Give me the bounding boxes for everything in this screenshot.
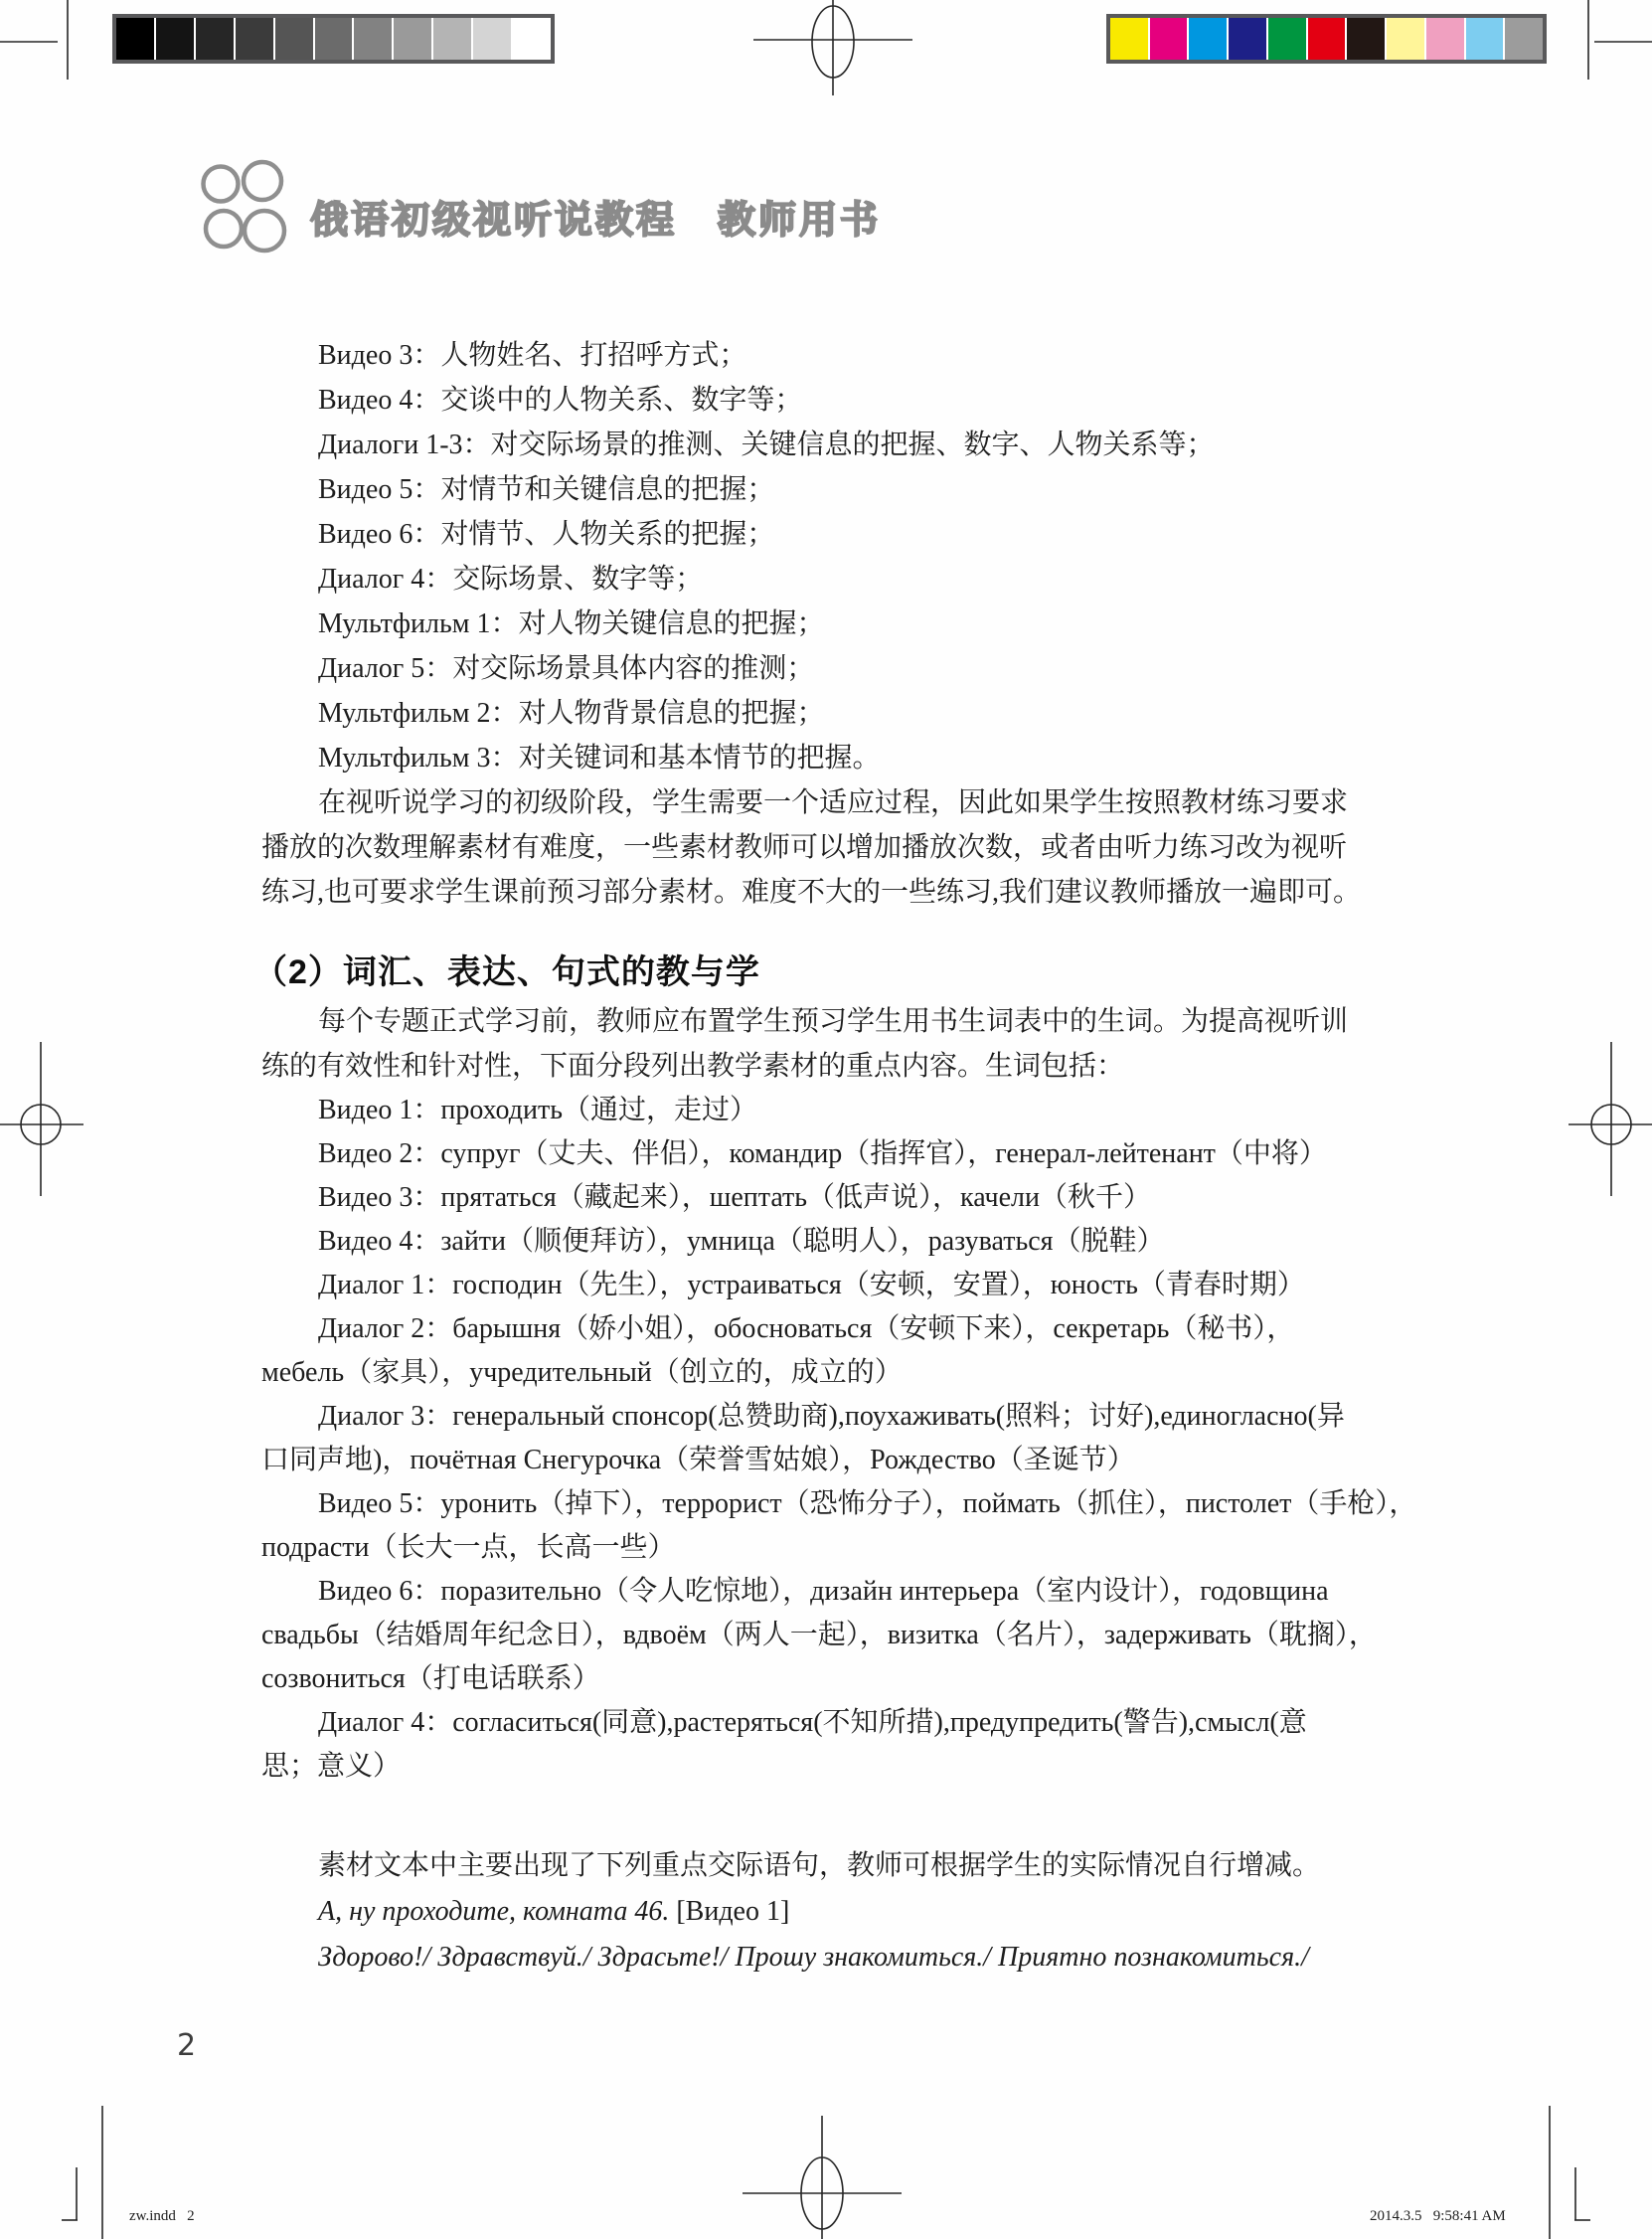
sentence-italic: Здорово!/ Здравствуй./ Здрасьте!/ Прошу знакомиться./ Приятно познакомиться./ — [318, 1942, 1309, 1973]
sentence-plain: [Видео 1] — [669, 1896, 790, 1927]
vocab-list — [261, 1089, 1417, 1789]
text-line: Диалог 3：генеральный спонсор(总赞助商),поухаживать(照料；讨好),единогласно(异 — [318, 1401, 1345, 1432]
text-line: созвониться（打电话联系） — [261, 1663, 600, 1694]
text-line: 每个专题正式学习前，教师应布置学生预习学生用书生词表中的生词。为提高视听训 — [318, 1006, 1349, 1037]
text-line: 练习,也可要求学生课前预习部分素材。难度不大的一些练习,我们建议教师播放一遍即可。 — [261, 877, 1362, 908]
publisher-logo-icon — [192, 157, 301, 266]
text-line: Видео 3：прятаться（藏起来），шептать（低声说），качели（秋千） — [318, 1182, 1152, 1213]
text-line: 口同声地)，почётная Снегурочка（荣誉雪姑娘），Рождество（圣诞节） — [261, 1445, 1135, 1475]
text-line: Видео 1：проходить（通过，走过） — [318, 1095, 757, 1125]
text-line: Видео 5：уронить（掉下），террорист（恐怖分子），поймать（抓住），пистолет（手枪）， — [318, 1488, 1417, 1519]
text-line: подрасти（长大一点，长高一些） — [261, 1532, 676, 1563]
text-line: Видео 2：супруг（丈夫、伴侣），командир（指挥官），генерал-лейтенант（中将） — [318, 1138, 1327, 1169]
text-line: 素材文本中主要出现了下列重点交际语句，教师可根据学生的实际情况自行增减。 — [318, 1850, 1321, 1881]
text-line: Диалог 1：господин（先生），устраиваться（安顿，安置），юность（青春时期） — [318, 1270, 1305, 1300]
text-line: 在视听说学习的初级阶段，学生需要一个适应过程，因此如果学生按照教材练习要求 — [318, 787, 1349, 818]
text-line: Диалог 4：согласиться(同意),растеряться(不知所措),предупредить(警告),смысл(意 — [318, 1707, 1307, 1738]
text-line: мебель（家具），учредительный（创立的，成立的） — [261, 1357, 903, 1388]
book-header-title: 俄语初级视听说教程 教师用书 — [310, 200, 882, 242]
text-line: Видео 4：交谈中的人物关系、数字等； — [318, 385, 803, 416]
text-line: Видео 6：对情节、人物关系的把握； — [318, 519, 775, 550]
footer-timestamp: 2014.3.5 9:58:41 AM — [1370, 2208, 1506, 2224]
text-line: Видео 5：对情节和关键信息的把握； — [318, 474, 775, 505]
sentence-italic: А, ну проходите, комната 46. — [318, 1896, 670, 1927]
text-line: 播放的次数理解素材有难度，一些素材教师可以增加播放次数，或者由听力练习改为视听 — [261, 832, 1348, 863]
footer-file-info: zw.indd 2 — [129, 2208, 195, 2224]
page-number: 2 — [177, 2028, 197, 2063]
paragraph-vocab-intro — [261, 999, 1414, 1089]
section-heading: （2）词汇、表达、句式的教与学 — [253, 953, 760, 991]
text-line: Мультфильм 2：对人物背景信息的把握； — [318, 698, 825, 729]
text-line — [261, 1935, 1414, 1981]
text-line: Диалоги 1-3：对交际场景的推测、关键信息的把握、数字、人物关系等； — [318, 430, 1215, 460]
text-line: Мультфильм 1：对人物关键信息的把握； — [318, 608, 825, 639]
text-line: Диалог 5：对交际场景具体内容的推测； — [318, 653, 815, 684]
text-line: Видео 4：зайти（顺便拜访），умница（聪明人），разуваться（脱鞋） — [318, 1226, 1165, 1257]
text-line: Диалог 2：барышня（娇小姐），обосноваться（安顿下来），секретарь（秘书）， — [318, 1313, 1295, 1344]
text-line — [261, 1889, 1414, 1935]
text-line: Мультфильм 3：对关键词和基本情节的把握。 — [318, 743, 881, 774]
text-line: свадьбы（结婚周年纪念日），вдвоём（两人一起），визитка（名片），задерживать（耽搁）， — [261, 1620, 1377, 1650]
key-points-list — [261, 333, 1414, 780]
text-line: 思；意义） — [261, 1751, 402, 1782]
closing-paragraphs — [261, 1843, 1414, 1981]
text-line: Видео 6：поразительно（令人吃惊地），дизайн интерьера（室内设计），годовщина — [318, 1576, 1329, 1607]
text-line: Видео 3：人物姓名、打招呼方式； — [318, 340, 747, 371]
text-line: Диалог 4：交际场景、数字等； — [318, 564, 704, 595]
paragraph-intro — [261, 780, 1414, 915]
text-line: 练的有效性和针对性，下面分段列出教学素材的重点内容。生词包括： — [261, 1051, 1125, 1082]
